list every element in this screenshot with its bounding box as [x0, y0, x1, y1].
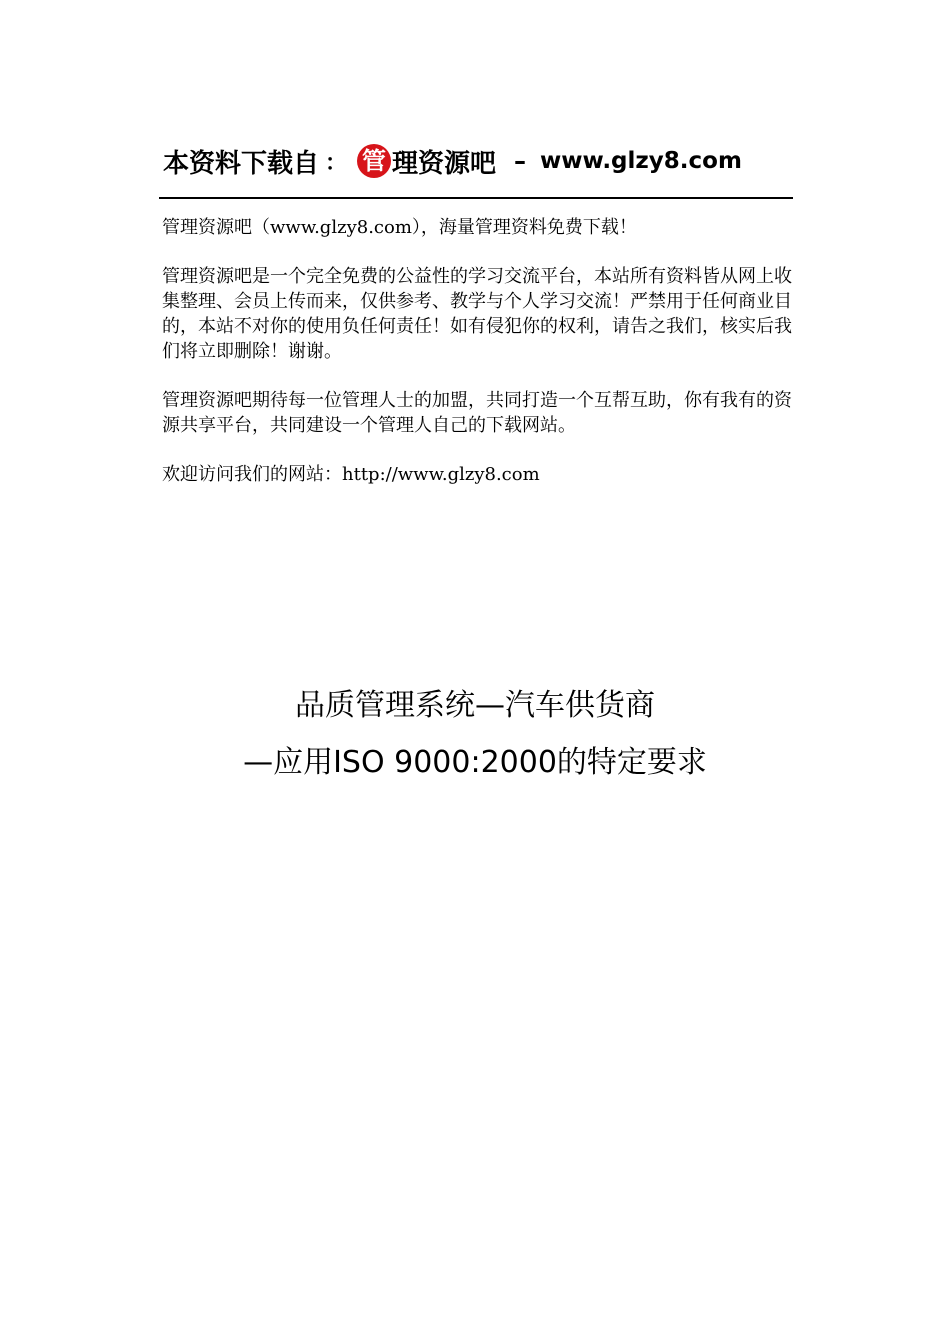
header-dash: – [514, 147, 527, 175]
intro-paragraph-site: 管理资源吧（www.glzy8.com），海量管理资料免费下载！ [162, 217, 637, 238]
header-url[interactable]: www.glzy8.com [540, 148, 742, 174]
header-colon: ： [325, 150, 348, 176]
intro-notice [162, 215, 796, 511]
header-label: 本资料下载自 [163, 148, 320, 179]
intro-paragraph-invitation: 管理资源吧期待每一位管理人士的加盟，共同打造一个互帮互助，你有我有的资源共享平台，共同建设一个管理人自己的下载网站。 [162, 390, 792, 436]
site-logo-name: 理资源吧 [392, 148, 497, 179]
header-divider [159, 197, 793, 199]
download-source-header [163, 136, 742, 186]
document-subtitle: —应用ISO 9000:2000的特定要求 [243, 745, 707, 780]
intro-paragraph-disclaimer: 管理资源吧是一个完全免费的公益性的学习交流平台，本站所有资料皆从网上收集整理、会员上传而来，仅供参考、教学与个人学习交流！严禁用于任何商业目的，本站不对你的使用负任何责任！如有侵犯你的权利，请告之我们，核实后我们将立即删除！谢谢。 [162, 266, 792, 362]
document-title: 品质管理系统—汽车供货商 [295, 688, 655, 723]
intro-paragraph-visit: 欢迎访问我们的网站：http://www.glzy8.com [162, 464, 540, 485]
site-logo-badge: 管 [357, 144, 391, 178]
